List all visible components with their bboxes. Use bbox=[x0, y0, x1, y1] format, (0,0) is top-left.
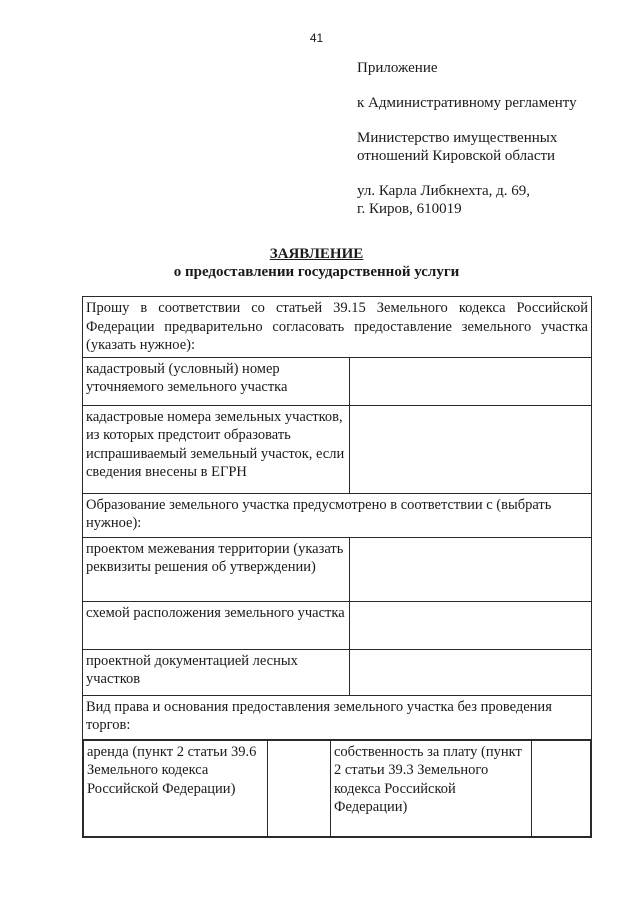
address-line-1: ул. Карла Либкнехта, д. 69, bbox=[357, 183, 530, 199]
option-ownership-label: собственность за плату (пункт 2 статьи 39.3 Земельного кодекса Российской Федерации) bbox=[331, 740, 532, 836]
document-subtitle: о предоставлении государственной услуги bbox=[173, 264, 460, 280]
survey-project-label: проектом межевания территории (указать реквизиты решения об утверждении) bbox=[83, 537, 350, 601]
cadastral-number-label: кадастровый (условный) номер уточняемого земельного участка bbox=[83, 357, 350, 405]
addressee-line-1: Министерство имущественных bbox=[357, 130, 558, 146]
right-type-options bbox=[83, 739, 592, 837]
application-form bbox=[82, 296, 592, 838]
survey-project-field[interactable] bbox=[350, 537, 592, 601]
forest-docs-label: проектной документацией лесных участков bbox=[83, 649, 350, 695]
layout-scheme-label: схемой расположения земельного участка bbox=[83, 601, 350, 649]
document-title: ЗАЯВЛЕНИЕ bbox=[269, 246, 364, 262]
address-line-2: г. Киров, 610019 bbox=[357, 201, 462, 217]
source-plots-label: кадастровые номера земельных участков, из которых предстоит образовать испрашиваемый земельный участок, если сведения внесены в ЕГРН bbox=[83, 405, 350, 493]
appendix-reference: к Административному регламенту bbox=[357, 95, 577, 111]
section-formation-basis: Образование земельного участка предусмотрено в соответствии с (выбрать нужное): bbox=[83, 493, 592, 537]
appendix-label: Приложение bbox=[357, 60, 438, 76]
forest-docs-field[interactable] bbox=[350, 649, 592, 695]
option-lease-label: аренда (пункт 2 статьи 39.6 Земельного кодекса Российской Федерации) bbox=[84, 740, 268, 836]
cadastral-number-field[interactable] bbox=[350, 357, 592, 405]
section-plot-request: Прошу в соответствии со статьей 39.15 Земельного кодекса Российской Федерации предварительно согласовать предоставление земельного участка (указать нужное): bbox=[83, 297, 592, 358]
option-ownership-checkbox[interactable] bbox=[532, 740, 591, 836]
page-number: 41 bbox=[309, 31, 324, 45]
layout-scheme-field[interactable] bbox=[350, 601, 592, 649]
right-type-options-grid bbox=[83, 740, 591, 837]
addressee-line-2: отношений Кировской области bbox=[357, 148, 556, 164]
source-plots-field[interactable] bbox=[350, 405, 592, 493]
option-lease-checkbox[interactable] bbox=[268, 740, 331, 836]
section-right-type: Вид права и основания предоставления земельного участка без проведения торгов: bbox=[83, 695, 592, 739]
